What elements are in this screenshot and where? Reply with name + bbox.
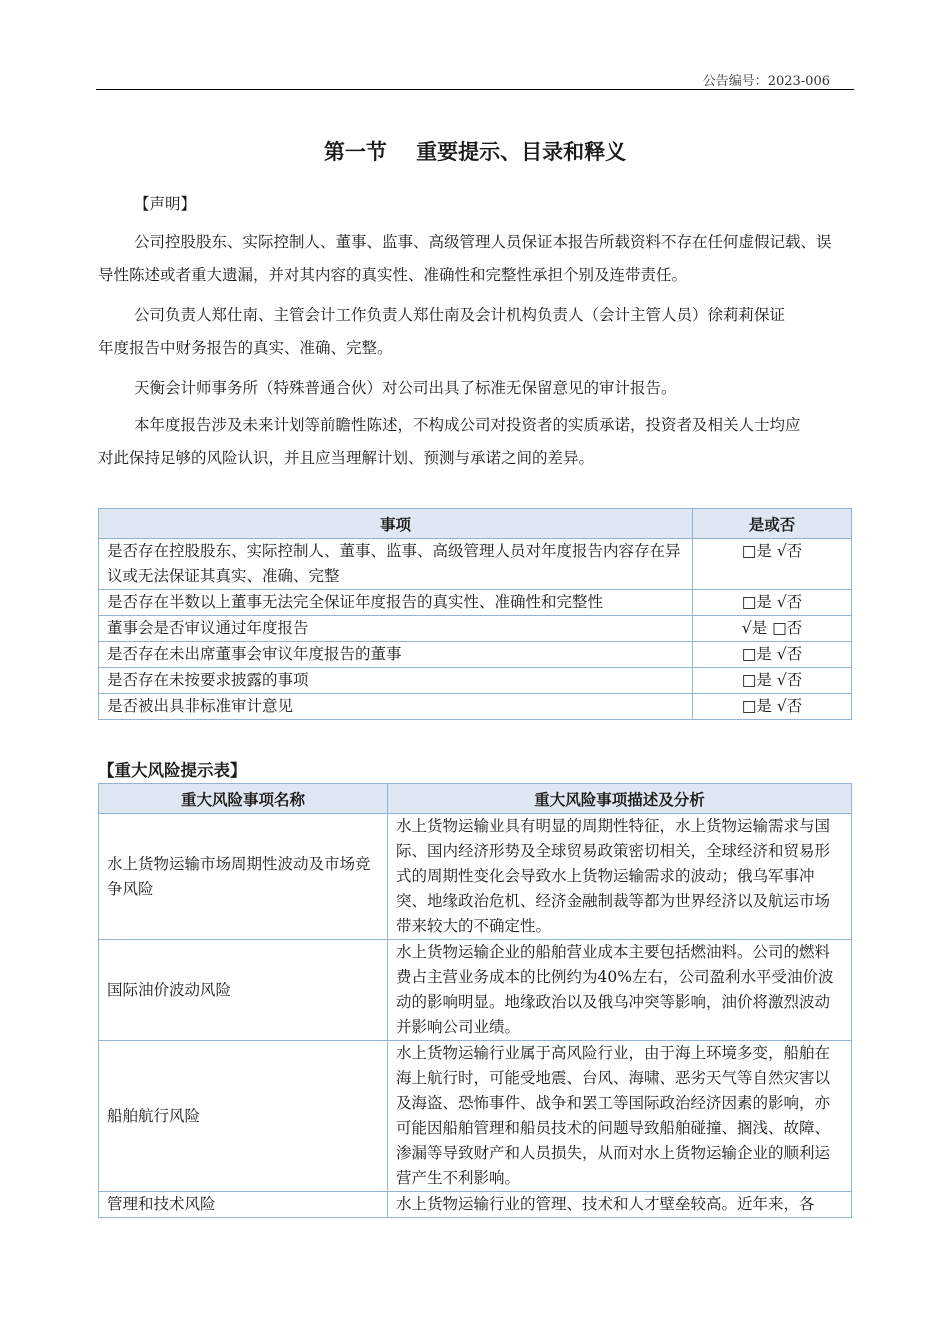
matter-answer: □是 √否 <box>693 590 852 616</box>
matter-item: 董事会是否审议通过年度报告 <box>99 616 693 642</box>
matter-item: 是否存在未按要求披露的事项 <box>99 668 693 694</box>
paragraph-line: 导性陈述或者重大遗漏，并对其内容的真实性、准确性和完整性承担个别及连带责任。 <box>98 266 688 284</box>
declaration-paragraph-4 <box>98 409 854 475</box>
risk-name: 水上货物运输市场周期性波动及市场竞争风险 <box>99 814 388 940</box>
table-row <box>99 616 852 642</box>
table-header-row <box>99 784 852 814</box>
risk-description: 水上货物运输企业的船舶营业成本主要包括燃油料。公司的燃料费占主营业务成本的比例约为40%左右，公司盈利水平受油价波动的影响明显。地缘政治以及俄乌冲突等影响，油价将激烈波动并影响公司业绩。 <box>388 940 852 1041</box>
risk-description: 水上货物运输行业的管理、技术和人才壁垒较高。近年来，各 <box>388 1192 852 1218</box>
column-header-risk-name: 重大风险事项名称 <box>99 784 388 814</box>
paragraph-line: 天衡会计师事务所（特殊普通合伙）对公司出具了标准无保留意见的审计报告。 <box>134 379 677 397</box>
matter-item: 是否存在控股股东、实际控制人、董事、监事、高级管理人员对年度报告内容存在异议或无法保证其真实、准确、完整 <box>99 539 693 590</box>
declaration-label-block <box>98 188 854 221</box>
matter-item: 是否存在未出席董事会审议年度报告的董事 <box>99 642 693 668</box>
matter-answer: □是 √否 <box>693 539 852 590</box>
paragraph-line: 对此保持足够的风险认识，并且应当理解计划、预测与承诺之间的差异。 <box>98 449 595 467</box>
matters-table <box>98 508 852 720</box>
risk-name: 管理和技术风险 <box>99 1192 388 1218</box>
declaration-label: 【声明】 <box>134 195 197 213</box>
table-row <box>99 642 852 668</box>
risk-table <box>98 783 852 1218</box>
section-title: 第一节 重要提示、目录和释义 <box>323 139 627 164</box>
table-row <box>99 1041 852 1192</box>
table-row <box>99 814 852 940</box>
declaration-paragraph-3 <box>98 372 854 405</box>
declaration-paragraph-2 <box>98 299 854 365</box>
table-row <box>99 1192 852 1218</box>
matter-answer: □是 √否 <box>693 668 852 694</box>
table-row <box>99 590 852 616</box>
risk-table-label: 【重大风险提示表】 <box>98 761 247 780</box>
paragraph-line: 公司负责人郑仕南、主管会计工作负责人郑仕南及会计机构负责人（会计主管人员）徐莉莉保证 <box>134 306 786 324</box>
paragraph-line: 公司控股股东、实际控制人、董事、监事、高级管理人员保证本报告所载资料不存在任何虚假记载、误 <box>134 233 832 251</box>
risk-description: 水上货物运输业具有明显的周期性特征，水上货物运输需求与国际、国内经济形势及全球贸易政策密切相关，全球经济和贸易形式的周期性变化会导致水上货物运输需求的波动；俄乌军事冲突、地缘政治危机、经济金融制裁等都为世界经济以及航运市场带来较大的不确定性。 <box>388 814 852 940</box>
column-header-item: 事项 <box>99 509 693 539</box>
matter-item: 是否被出具非标准审计意见 <box>99 694 693 720</box>
risk-description: 水上货物运输行业属于高风险行业，由于海上环境多变，船舶在海上航行时，可能受地震、台风、海啸、恶劣天气等自然灾害以及海盗、恐怖事件、战争和罢工等国际政治经济因素的影响，亦可能因船舶管理和船员技术的问题导致船舶碰撞、搁浅、故障、渗漏等导致财产和人员损失，从而对水上货物运输企业的顺利运营产生不利影响。 <box>388 1041 852 1192</box>
header-divider <box>96 89 854 90</box>
column-header-answer: 是或否 <box>693 509 852 539</box>
table-row <box>99 539 852 590</box>
table-row <box>99 940 852 1041</box>
announcement-number: 公告编号：2023-006 <box>702 74 830 89</box>
matter-answer: √是 □否 <box>693 616 852 642</box>
paragraph-line: 年度报告中财务报告的真实、准确、完整。 <box>98 339 393 357</box>
table-row <box>99 694 852 720</box>
column-header-risk-desc: 重大风险事项描述及分析 <box>388 784 852 814</box>
matter-item: 是否存在半数以上董事无法完全保证年度报告的真实性、准确性和完整性 <box>99 590 693 616</box>
risk-name: 国际油价波动风险 <box>99 940 388 1041</box>
matter-answer: □是 √否 <box>693 642 852 668</box>
table-row <box>99 668 852 694</box>
matter-answer: □是 √否 <box>693 694 852 720</box>
table-header-row <box>99 509 852 539</box>
declaration-paragraph-1 <box>98 226 854 292</box>
risk-name: 船舶航行风险 <box>99 1041 388 1192</box>
paragraph-line: 本年度报告涉及未来计划等前瞻性陈述，不构成公司对投资者的实质承诺，投资者及相关人士均应 <box>134 416 801 434</box>
